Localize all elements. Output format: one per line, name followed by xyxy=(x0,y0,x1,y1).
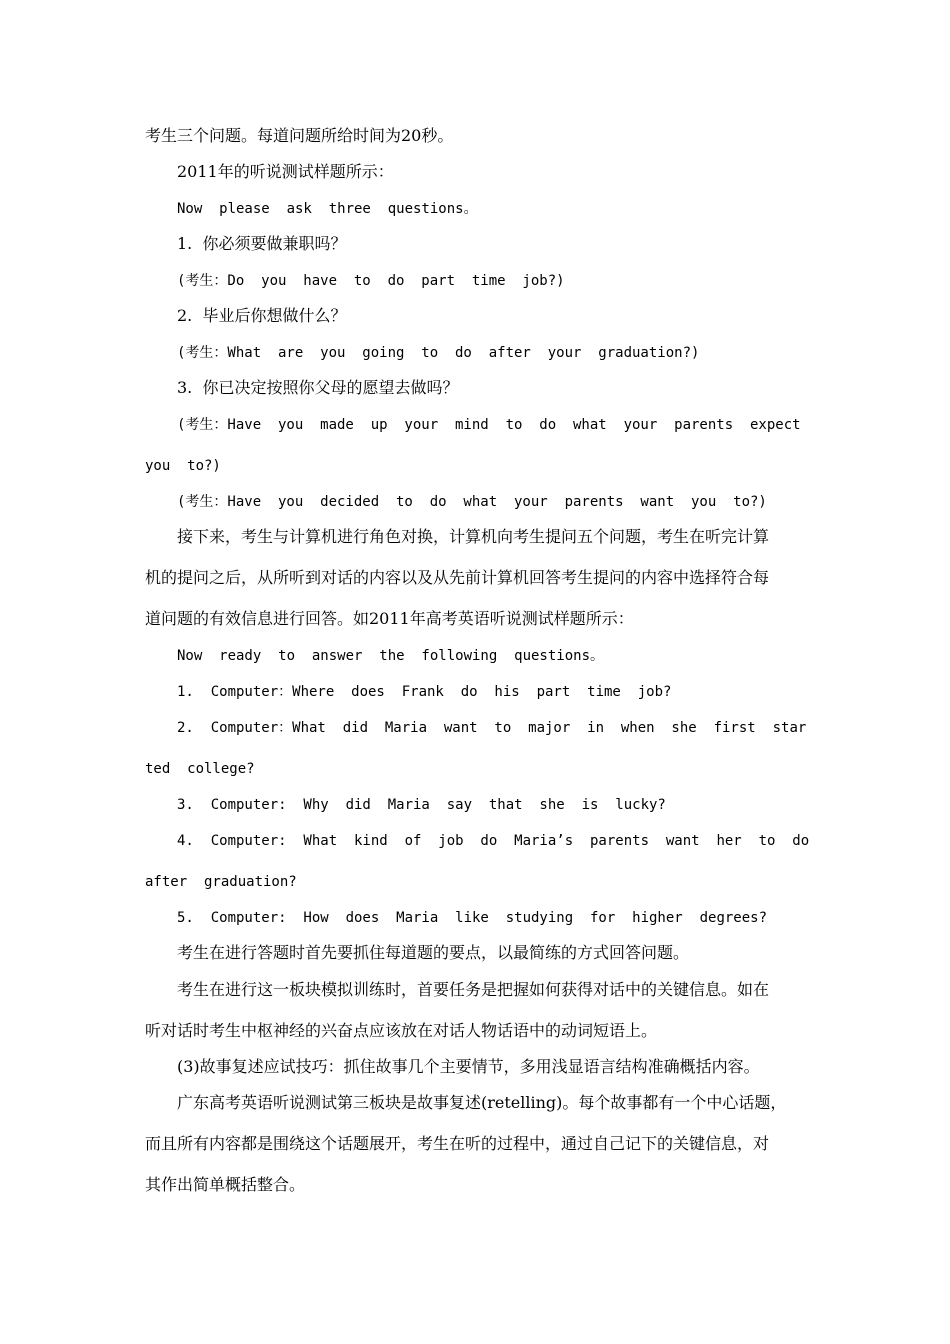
text-line: 1. Computer：Where does Frank do his part time job? xyxy=(177,684,672,700)
text-line: 考生三个问题。每道问题所给时间为20秒。 xyxy=(145,126,454,145)
text-line: 2. Computer：What did Maria want to major in when she first star xyxy=(177,720,807,736)
text-line: 4. Computer: What kind of job do Maria’s parents want her to do xyxy=(177,833,810,849)
text-line: 1. 你必须要做兼职吗？ xyxy=(177,234,347,253)
text-line: 考生在进行这一板块模拟训练时，首要任务是把握如何获得对话中的关键信息。如在 xyxy=(177,980,770,999)
text-line: 3. Computer: Why did Maria say that she is lucky? xyxy=(177,797,666,813)
text-line: 5. Computer: How does Maria like studying for higher degrees? xyxy=(177,910,768,926)
text-line: ted college? xyxy=(145,761,255,777)
text-line: Now please ask three questions。 xyxy=(177,201,478,217)
text-line: 3. 你已决定按照你父母的愿望去做吗？ xyxy=(177,378,459,397)
text-line: 广东高考英语听说测试第三板块是故事复述(retelling)。每个故事都有一个中心话题， xyxy=(177,1093,787,1112)
text-line: 道问题的有效信息进行回答。如2011年高考英语听说测试样题所示： xyxy=(145,609,634,628)
text-line: 接下来，考生与计算机进行角色对换，计算机向考生提问五个问题，考生在听完计算 xyxy=(177,527,770,546)
text-line: 听对话时考生中枢神经的兴奋点应该放在对话人物话语中的动词短语上。 xyxy=(145,1021,658,1040)
text-line: 2. 毕业后你想做什么？ xyxy=(177,306,347,325)
text-line: (考生：Do you have to do part time job?) xyxy=(177,273,565,289)
text-line: (3)故事复述应试技巧：抓住故事几个主要情节，多用浅显语言结构准确概括内容。 xyxy=(177,1057,760,1076)
text-line: you to?) xyxy=(145,458,221,474)
text-line: (考生：Have you decided to do what your parents want you to?) xyxy=(177,494,767,510)
text-line: (考生：Have you made up your mind to do what your parents expect xyxy=(177,417,801,433)
text-line: 而且所有内容都是围绕这个话题展开，考生在听的过程中，通过自己记下的关键信息，对 xyxy=(145,1134,770,1153)
text-line: Now ready to answer the following questions。 xyxy=(177,648,605,664)
text-line: 其作出简单概括整合。 xyxy=(145,1175,306,1194)
text-line: (考生：What are you going to do after your graduation?) xyxy=(177,345,700,361)
text-line: after graduation? xyxy=(145,874,297,890)
text-line: 机的提问之后，从所听到对话的内容以及从先前计算机回答考生提问的内容中选择符合每 xyxy=(145,568,770,587)
text-line: 2011年的听说测试样题所示： xyxy=(177,162,394,181)
text-line: 考生在进行答题时首先要抓住每道题的要点，以最简练的方式回答问题。 xyxy=(177,943,690,962)
